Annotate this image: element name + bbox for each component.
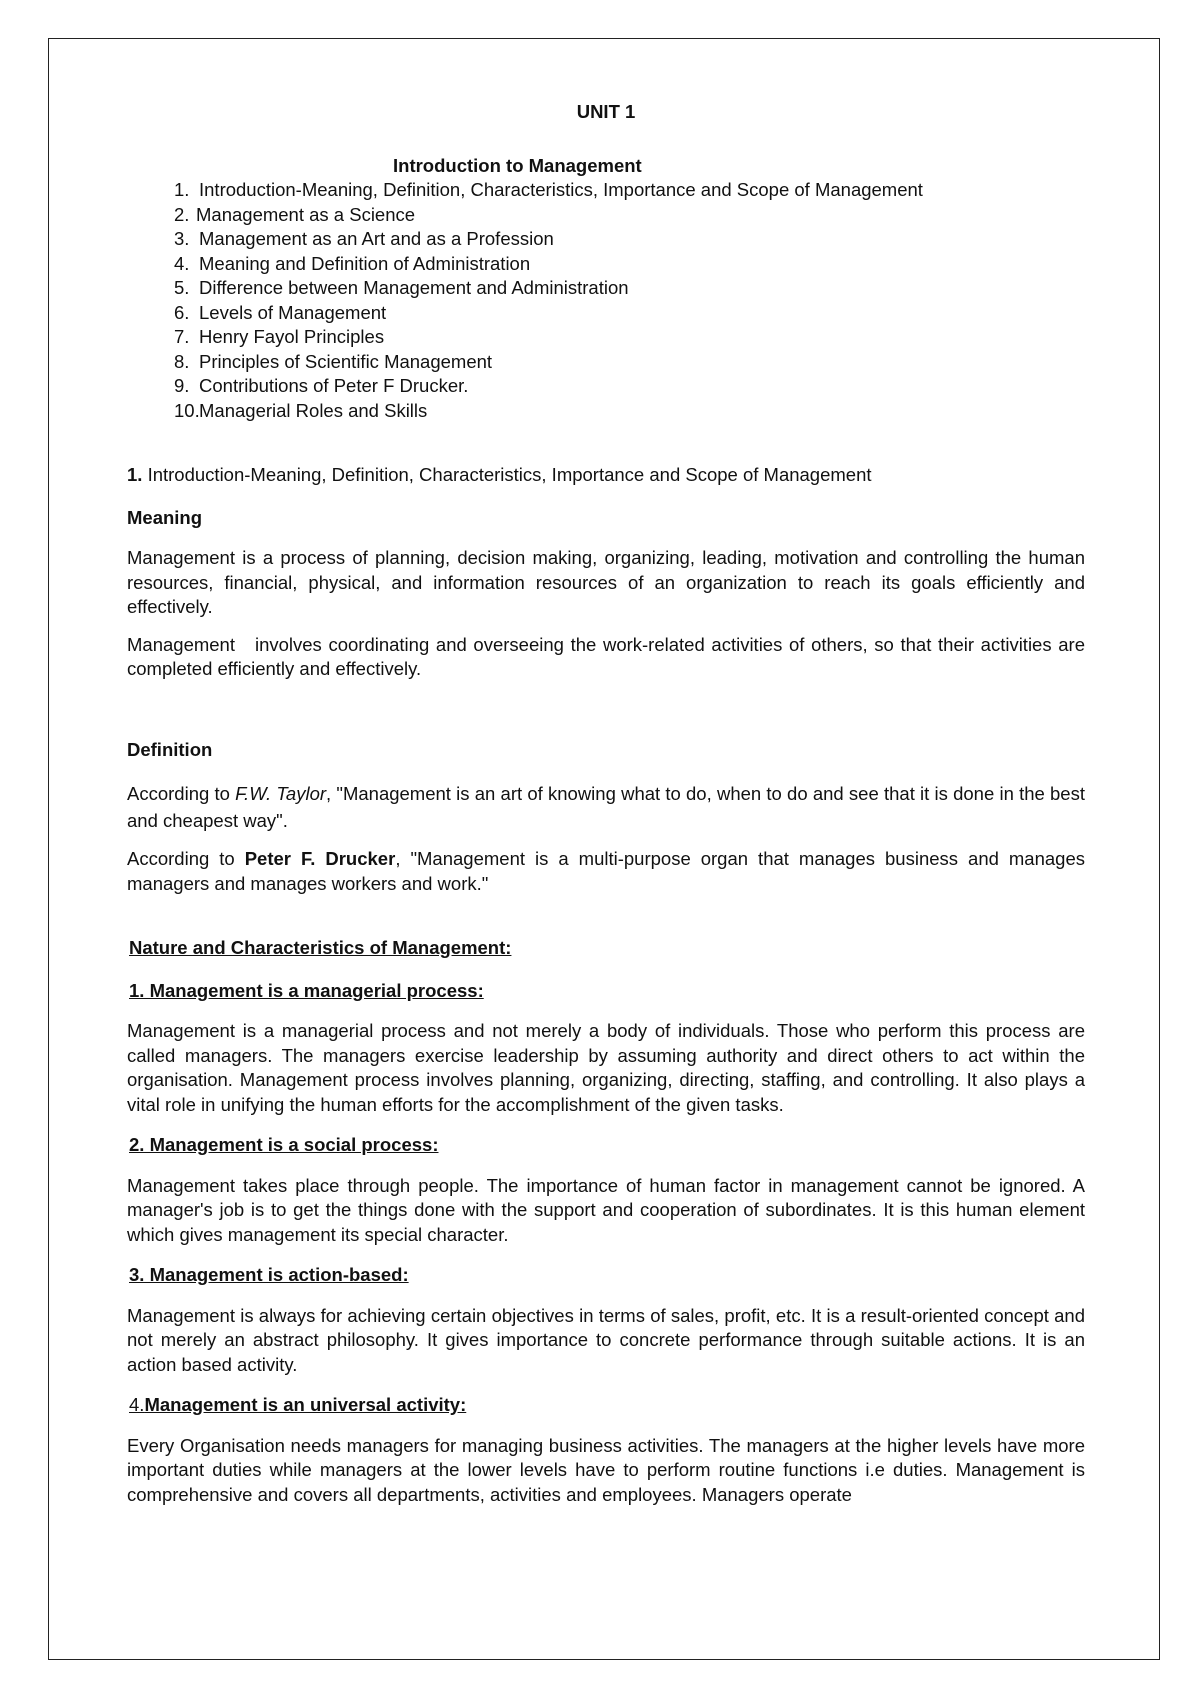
table-of-contents — [127, 178, 1085, 423]
nature-item-2-title: 2. Management is a social process: — [129, 1134, 439, 1155]
nature-item-4-body: Every Organisation needs managers for managing business activities. The managers at the higher levels have more important duties while managers at the lower levels have to perform routine functions i.e duties. Management is comprehensive and covers all departments, activities and employees. Managers operate — [127, 1434, 1085, 1505]
toc-item-number: 2. — [174, 203, 190, 225]
toc-item — [174, 227, 1085, 252]
toc-item — [174, 203, 1085, 228]
taylor-definition — [127, 780, 1085, 834]
nature-item-4-title — [129, 1393, 1085, 1418]
taylor-quote: , "Management is an art of knowing what to do, when to do and see that it is done in the best and cheapest way". — [127, 783, 1085, 831]
toc-item-label: Management as a Science — [196, 203, 416, 225]
nature-item-3-body: Management is always for achieving certain objectives in terms of sales, profit, etc. It is a result-oriented concept and not merely an abstract philosophy. It gives importance to concrete performance through suitable actions. It is an action based activity. — [127, 1304, 1085, 1375]
toc-item-label: Contributions of Peter F Drucker. — [199, 375, 469, 396]
toc-item — [174, 276, 1085, 301]
taylor-name: F.W. Taylor — [235, 783, 327, 804]
toc-item — [174, 301, 1085, 326]
unit-title: UNIT 1 — [576, 101, 636, 122]
meaning-paragraph-2: Management involves coordinating and overseeing the work-related activities of others, so that their activities are completed efficiently and effectively. — [127, 633, 1091, 679]
toc-item-number: 6. — [174, 301, 190, 323]
meaning-heading: Meaning — [127, 506, 203, 528]
toc-item — [174, 325, 1085, 350]
toc-item-number: 5. — [174, 277, 190, 298]
toc-item-number: 3. — [174, 228, 190, 249]
toc-item-label: Henry Fayol Principles — [199, 326, 385, 347]
document-content — [127, 100, 1091, 1507]
nature-item-1-body: Management is a managerial process and not merely a body of individuals. Those who perform this process are called managers. The managers exercise leadership by assuming authority and direct others to act within the organisation. Management process involves planning, organizing, directing, staffing, and controlling. It also plays a vital role in unifying the human efforts for the accomplishment of the given tasks. — [127, 1020, 1085, 1115]
nature-item-2-body: Management takes place through people. The importance of human factor in management cannot be ignored. A manager's job is to get the things done with the support and cooperation of subordinates. It is this human element which gives management its special character. — [127, 1174, 1085, 1245]
toc-item-label: Levels of Management — [199, 301, 387, 323]
toc-item-label: Principles of Scientific Management — [199, 350, 493, 372]
meaning-paragraph-1: Management is a process of planning, decision making, organizing, leading, motivation and controlling the human resources, financial, physical, and information resources of an organization to reach its goals efficiently and effectively. — [127, 547, 1085, 617]
toc-item-label: Difference between Management and Administration — [199, 277, 629, 298]
toc-item-number: 1. — [174, 179, 190, 200]
toc-item — [174, 374, 1085, 399]
toc-item-number: 8. — [174, 350, 190, 372]
nature-item-3-title: 3. Management is action-based: — [129, 1264, 409, 1285]
intro-title: Introduction to Management — [393, 155, 642, 176]
drucker-prefix: According to — [127, 848, 245, 869]
toc-item-label: Introduction-Meaning, Definition, Characteristics, Importance and Scope of Management — [199, 179, 923, 200]
nature-item-4-title-text: Management is an universal activity: — [144, 1394, 467, 1415]
toc-item-number: 7. — [174, 326, 190, 347]
toc-item-number: 10. — [174, 399, 200, 421]
nature-item-4-number: 4. — [129, 1394, 145, 1415]
toc-item-number: 4. — [174, 252, 190, 274]
drucker-definition — [127, 847, 1085, 896]
drucker-quote: , "Management is a multi-purpose organ that manages business and manages managers and manages workers and work." — [127, 848, 1086, 894]
nature-item-1-title: 1. Management is a managerial process: — [129, 979, 484, 1001]
toc-item — [174, 252, 1085, 277]
taylor-prefix: According to — [127, 783, 236, 804]
toc-item — [174, 178, 1085, 203]
toc-item — [174, 350, 1085, 375]
section-1-number: 1. — [127, 464, 143, 485]
section-1-title-text: Introduction-Meaning, Definition, Characteristics, Importance and Scope of Management — [147, 464, 872, 485]
definition-heading: Definition — [127, 738, 213, 760]
drucker-name: Peter F. Drucker — [244, 848, 396, 869]
toc-item-label: Management as an Art and as a Profession — [199, 228, 554, 249]
nature-heading: Nature and Characteristics of Management: — [129, 937, 512, 958]
toc-item-label: Meaning and Definition of Administration — [199, 252, 531, 274]
section-1-title — [127, 463, 1085, 488]
toc-item-label: Managerial Roles and Skills — [199, 399, 428, 421]
toc-item — [174, 399, 1085, 424]
toc-item-number: 9. — [174, 375, 190, 396]
